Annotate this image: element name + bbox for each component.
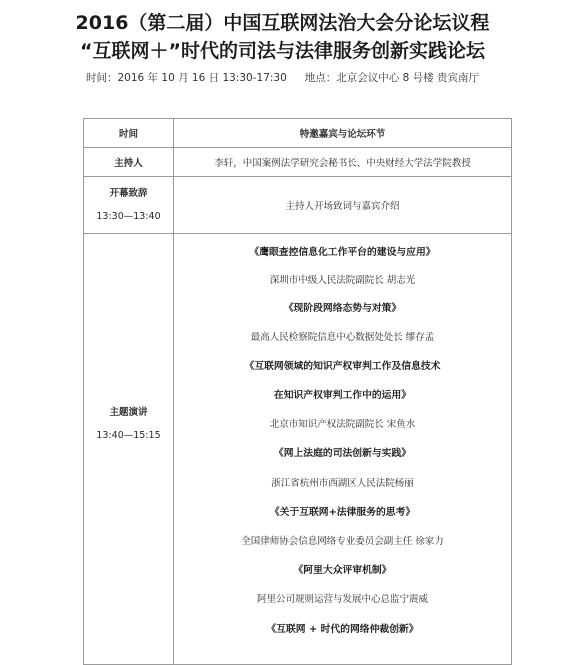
table-row-talks [84, 234, 512, 665]
host-value: 李轩，中国案例法学研究会秘书长、中央财经大学法学院教授 [174, 148, 512, 177]
table-row-host [84, 148, 512, 177]
agenda-table [83, 118, 512, 665]
talk-title-4: 《网上法庭的司法创新与实践》 [273, 448, 412, 459]
page-title-line2: “互联网＋”时代的司法与法律服务创新实践论坛 [80, 40, 485, 62]
host-label: 主持人 [84, 148, 174, 177]
talks-label: 主题演讲 [109, 407, 148, 418]
opening-time: 13:30—13:40 [96, 211, 161, 222]
talk-title-1: 《鹰眼查控信息化工作平台的建设与应用》 [249, 247, 436, 258]
opening-cell [84, 177, 174, 234]
talk-title-7: 《互联网 + 时代的网络仲裁创新》 [266, 624, 419, 635]
talk-title-6: 《阿里大众评审机制》 [293, 565, 392, 576]
event-time: 时间：2016 年 10 月 16 日 13:30-17:30 [86, 72, 287, 84]
event-meta [0, 70, 565, 85]
event-location: 地点：北京会议中心 8 号楼 贵宾南厅 [304, 72, 479, 84]
opening-value: 主持人开场致词与嘉宾介绍 [174, 177, 512, 234]
talk-title-3a: 《互联网领域的知识产权审判工作及信息技术 [244, 361, 441, 372]
talk-title-2: 《现阶段网络态势与对策》 [283, 303, 402, 314]
talk-speaker-3: 北京市知识产权法院副院长 宋鱼水 [269, 419, 416, 430]
opening-label: 开幕致辞 [109, 188, 148, 199]
talk-title-3b: 在知识产权审判工作中的运用》 [273, 390, 412, 401]
talk-title-5: 《关于互联网+法律服务的思考》 [269, 507, 416, 518]
talk-speaker-6: 阿里公司规则运营与发展中心总监宁震威 [256, 594, 428, 605]
page-title-line1: 2016（第二届）中国互联网法治大会分论坛议程 [75, 12, 490, 34]
talk-speaker-4: 浙江省杭州市西湖区人民法院杨丽 [271, 478, 414, 489]
talks-time: 13:40—15:15 [96, 430, 161, 441]
talk-speaker-2: 最高人民检察院信息中心数据处处长 缪存孟 [250, 332, 435, 343]
table-header-row [84, 119, 512, 148]
talks-cell [84, 234, 174, 665]
talk-speaker-1: 深圳市中级人民法院副院长 胡志光 [269, 275, 416, 286]
talks-content [174, 234, 512, 665]
talk-speaker-5: 全国律师协会信息网络专业委员会副主任 徐家力 [241, 536, 444, 547]
header-time: 时间 [84, 119, 174, 148]
table-row-opening [84, 177, 512, 234]
header-content: 特邀嘉宾与论坛环节 [174, 119, 512, 148]
